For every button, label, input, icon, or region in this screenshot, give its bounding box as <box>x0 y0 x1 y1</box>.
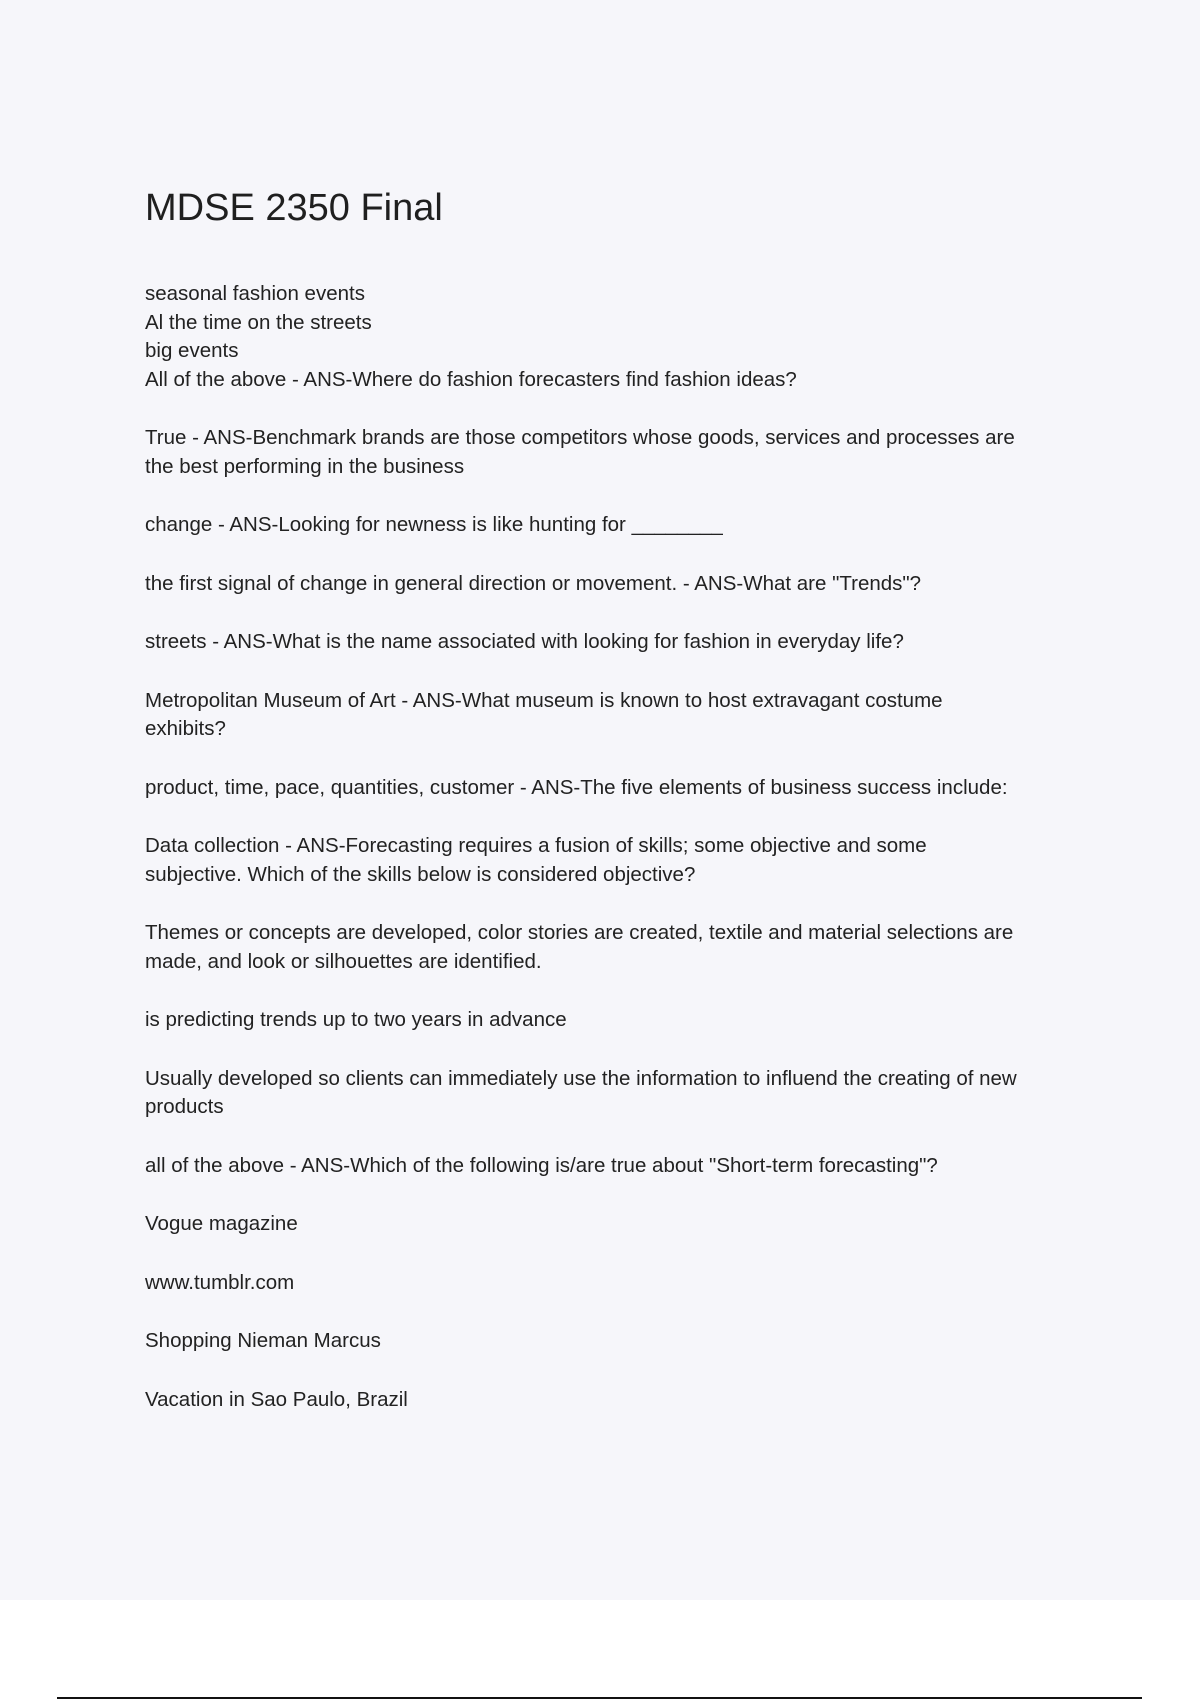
entry-line: www.tumblr.com <box>145 1270 295 1294</box>
qa-entry <box>145 280 1105 394</box>
qa-entry <box>145 1386 1105 1415</box>
entry-line: Usually developed so clients can immediately use the information to influend the creating of new <box>145 1066 1017 1090</box>
qa-entry <box>145 919 1105 976</box>
entry-line: Vacation in Sao Paulo, Brazil <box>145 1387 408 1411</box>
entry-line: Themes or concepts are developed, color stories are created, textile and material selections are <box>145 921 1014 944</box>
document-title: MDSE 2350 Final <box>145 187 443 229</box>
qa-entry <box>145 774 1105 803</box>
entry-line: All of the above - ANS-Where do fashion forecasters find fashion ideas? <box>145 367 797 391</box>
qa-entry <box>145 570 1105 599</box>
entry-line: True - ANS-Benchmark brands are those competitors whose goods, services and processes are <box>145 426 1015 449</box>
qa-entry <box>145 1210 1105 1239</box>
entry-line: Shopping Nieman Marcus <box>145 1329 381 1352</box>
qa-entry <box>145 424 1105 481</box>
entry-line: Vogue magazine <box>145 1212 298 1235</box>
qa-entry <box>145 1065 1105 1122</box>
document-body <box>145 180 1105 1444</box>
entry-line: seasonal fashion events <box>145 282 365 305</box>
qa-entry <box>145 1152 1105 1181</box>
qa-entry <box>145 628 1105 657</box>
entry-line: Metropolitan Museum of Art - ANS-What museum is known to host extravagant costume <box>145 688 943 712</box>
qa-entry <box>145 511 1105 540</box>
entry-line: Al the time on the streets <box>145 310 372 334</box>
qa-entry <box>145 687 1105 744</box>
entry-line: all of the above - ANS-Which of the following is/are true about "Short-term forecasting"? <box>145 1153 938 1177</box>
entry-line: made, and look or silhouettes are identified. <box>145 949 542 973</box>
entry-line: the first signal of change in general direction or movement. - ANS-What are "Trends"? <box>145 571 922 595</box>
entry-line: subjective. Which of the skills below is considered objective? <box>145 862 696 886</box>
entry-line: is predicting trends up to two years in advance <box>145 1008 567 1031</box>
entry-line: streets - ANS-What is the name associated with looking for fashion in everyday life? <box>145 630 904 653</box>
entry-line: the best performing in the business <box>145 454 465 478</box>
entry-line: big events <box>145 339 239 362</box>
entry-line: exhibits? <box>145 717 226 740</box>
qa-entry <box>145 1269 1105 1298</box>
qa-entry <box>145 1327 1105 1356</box>
entry-line: change - ANS-Looking for newness is like hunting for ________ <box>145 513 723 536</box>
entry-list <box>145 280 1105 1414</box>
qa-entry <box>145 1006 1105 1035</box>
entry-line: Data collection - ANS-Forecasting requires a fusion of skills; some objective and some <box>145 834 927 857</box>
footer-divider <box>57 1697 1142 1699</box>
qa-entry <box>145 832 1105 889</box>
entry-line: products <box>145 1095 224 1118</box>
entry-line: product, time, pace, quantities, customer - ANS-The five elements of business success include: <box>145 775 1008 799</box>
